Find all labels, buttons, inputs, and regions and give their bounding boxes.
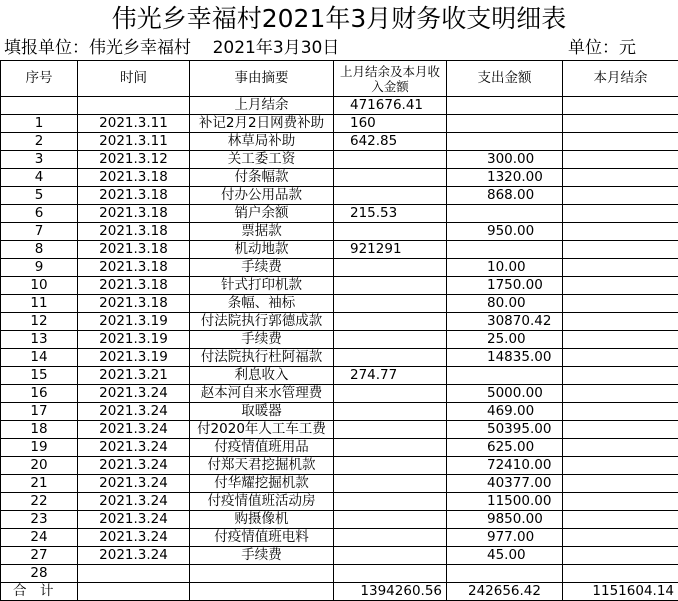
row-balance: [563, 475, 678, 493]
report-subheader: [0, 36, 678, 60]
row-desc: 手续费: [190, 331, 334, 349]
row-no: 22: [1, 493, 78, 511]
row-no: 19: [1, 439, 78, 457]
row-no: 15: [1, 367, 78, 385]
table-row: [1, 223, 678, 241]
row-desc: 关工委工资: [190, 151, 334, 169]
row-income: [334, 493, 447, 511]
row-income: [334, 259, 447, 277]
table-row: [1, 115, 678, 133]
row-desc: 付法院执行郭德成款: [190, 313, 334, 331]
table-row: [1, 295, 678, 313]
row-income: [334, 169, 447, 187]
row-desc: 购摄像机: [190, 511, 334, 529]
row-no: 7: [1, 223, 78, 241]
row-balance: [563, 385, 678, 403]
row-no: 4: [1, 169, 78, 187]
row-date: 2021.3.24: [78, 421, 190, 439]
row-desc: 付办公用品款: [190, 187, 334, 205]
row-expense: 625.00: [447, 439, 563, 457]
row-desc: 付疫情值班活动房: [190, 493, 334, 511]
row-income: [334, 313, 447, 331]
row-no: [1, 97, 78, 115]
report-title: 伟光乡幸福村2021年3月财务收支明细表: [0, 0, 678, 36]
row-income: 215.53: [334, 205, 447, 223]
row-desc: 手续费: [190, 259, 334, 277]
row-expense: 977.00: [447, 529, 563, 547]
table-row: [1, 493, 678, 511]
row-no: 12: [1, 313, 78, 331]
table-row: [1, 475, 678, 493]
row-desc: 针式打印机款: [190, 277, 334, 295]
row-balance: [563, 169, 678, 187]
row-no: 28: [1, 565, 78, 583]
row-expense: 300.00: [447, 151, 563, 169]
table-row: [1, 313, 678, 331]
row-date: 2021.3.19: [78, 313, 190, 331]
row-no: 10: [1, 277, 78, 295]
row-expense: 80.00: [447, 295, 563, 313]
row-date: 2021.3.24: [78, 511, 190, 529]
row-income: [334, 151, 447, 169]
table-row: [1, 385, 678, 403]
row-balance: [563, 151, 678, 169]
row-income: [334, 457, 447, 475]
row-income: [334, 565, 447, 583]
row-income: [334, 349, 447, 367]
total-desc-cell: [190, 583, 334, 601]
row-balance: [563, 115, 678, 133]
row-date: 2021.3.24: [78, 457, 190, 475]
filler-info: 填报单位：伟光乡幸福村 2021年3月30日: [4, 36, 339, 60]
table-row: [1, 133, 678, 151]
row-date: 2021.3.18: [78, 277, 190, 295]
row-no: 5: [1, 187, 78, 205]
table-row: [1, 169, 678, 187]
row-no: 23: [1, 511, 78, 529]
row-desc: 销户余额: [190, 205, 334, 223]
col-header-no: 序号: [1, 61, 78, 97]
row-desc: 条幅、袖标: [190, 295, 334, 313]
row-balance: [563, 295, 678, 313]
table-row: [1, 367, 678, 385]
row-date: 2021.3.19: [78, 349, 190, 367]
row-no: 17: [1, 403, 78, 421]
table-row: [1, 565, 678, 583]
table-row: [1, 187, 678, 205]
row-income: 160: [334, 115, 447, 133]
row-expense: 1750.00: [447, 277, 563, 295]
total-income: 1394260.56: [334, 583, 447, 601]
row-date: 2021.3.19: [78, 331, 190, 349]
row-expense: 40377.00: [447, 475, 563, 493]
col-header-desc: 事由摘要: [190, 61, 334, 97]
row-desc: [190, 565, 334, 583]
row-date: 2021.3.18: [78, 169, 190, 187]
row-expense: 5000.00: [447, 385, 563, 403]
table-row: [1, 277, 678, 295]
table-row: [1, 241, 678, 259]
row-balance: [563, 547, 678, 565]
row-balance: [563, 187, 678, 205]
row-balance: [563, 349, 678, 367]
row-balance: [563, 133, 678, 151]
total-expense: 242656.42: [447, 583, 563, 601]
row-desc: 付条幅款: [190, 169, 334, 187]
row-date: 2021.3.24: [78, 547, 190, 565]
table-row: [1, 97, 678, 115]
row-expense: [447, 115, 563, 133]
row-balance: [563, 565, 678, 583]
row-no: 11: [1, 295, 78, 313]
row-date: 2021.3.24: [78, 475, 190, 493]
table-row: [1, 421, 678, 439]
row-no: 24: [1, 529, 78, 547]
row-date: 2021.3.24: [78, 403, 190, 421]
table-row: [1, 205, 678, 223]
row-expense: 30870.42: [447, 313, 563, 331]
row-income: [334, 187, 447, 205]
row-date: 2021.3.18: [78, 187, 190, 205]
table-row: [1, 439, 678, 457]
row-no: 14: [1, 349, 78, 367]
row-date: [78, 565, 190, 583]
row-no: 6: [1, 205, 78, 223]
row-desc: 付2020年人工车工费: [190, 421, 334, 439]
header-row: [1, 61, 678, 97]
row-date: [78, 97, 190, 115]
col-header-date: 时间: [78, 61, 190, 97]
row-date: 2021.3.24: [78, 529, 190, 547]
row-no: 8: [1, 241, 78, 259]
row-balance: [563, 511, 678, 529]
row-expense: [447, 241, 563, 259]
row-expense: 9850.00: [447, 511, 563, 529]
row-balance: [563, 529, 678, 547]
row-income: [334, 475, 447, 493]
row-balance: [563, 367, 678, 385]
row-expense: 1320.00: [447, 169, 563, 187]
row-date: 2021.3.18: [78, 241, 190, 259]
row-no: 2: [1, 133, 78, 151]
table-row: [1, 547, 678, 565]
row-income: [334, 511, 447, 529]
row-desc: 手续费: [190, 547, 334, 565]
row-balance: [563, 205, 678, 223]
row-balance: [563, 97, 678, 115]
total-label: 合 计: [1, 583, 78, 601]
row-no: 21: [1, 475, 78, 493]
table-row: [1, 511, 678, 529]
row-expense: 50395.00: [447, 421, 563, 439]
row-date: 2021.3.24: [78, 439, 190, 457]
row-no: 27: [1, 547, 78, 565]
row-balance: [563, 241, 678, 259]
row-desc: 取暖器: [190, 403, 334, 421]
total-row: [1, 583, 678, 601]
ledger-body: [1, 97, 678, 583]
row-balance: [563, 493, 678, 511]
row-income: 921291: [334, 241, 447, 259]
table-row: [1, 331, 678, 349]
row-date: 2021.3.11: [78, 133, 190, 151]
row-balance: [563, 259, 678, 277]
row-desc: 付法院执行杜阿福款: [190, 349, 334, 367]
row-desc: 机动地款: [190, 241, 334, 259]
row-expense: [447, 367, 563, 385]
row-date: 2021.3.18: [78, 205, 190, 223]
table-row: [1, 457, 678, 475]
row-expense: 469.00: [447, 403, 563, 421]
col-header-balance: 本月结余: [563, 61, 678, 97]
row-no: 20: [1, 457, 78, 475]
row-date: 2021.3.18: [78, 223, 190, 241]
row-expense: 950.00: [447, 223, 563, 241]
row-expense: 14835.00: [447, 349, 563, 367]
row-date: 2021.3.21: [78, 367, 190, 385]
row-balance: [563, 331, 678, 349]
row-income: [334, 547, 447, 565]
row-expense: 868.00: [447, 187, 563, 205]
row-date: 2021.3.18: [78, 295, 190, 313]
row-balance: [563, 421, 678, 439]
row-desc: 票据款: [190, 223, 334, 241]
row-date: 2021.3.12: [78, 151, 190, 169]
row-expense: 72410.00: [447, 457, 563, 475]
row-expense: 25.00: [447, 331, 563, 349]
row-no: 3: [1, 151, 78, 169]
table-row: [1, 259, 678, 277]
row-expense: 45.00: [447, 547, 563, 565]
row-balance: [563, 439, 678, 457]
row-income: [334, 223, 447, 241]
row-date: 2021.3.18: [78, 259, 190, 277]
table-row: [1, 403, 678, 421]
table-row: [1, 151, 678, 169]
row-desc: 付疫情值班用品: [190, 439, 334, 457]
row-balance: [563, 457, 678, 475]
row-expense: [447, 133, 563, 151]
col-header-income: 上月结余及本月收入金额: [334, 61, 447, 97]
row-expense: [447, 97, 563, 115]
table-row: [1, 349, 678, 367]
row-balance: [563, 277, 678, 295]
row-desc: 付疫情值班电料: [190, 529, 334, 547]
row-no: 16: [1, 385, 78, 403]
table-row: [1, 529, 678, 547]
row-expense: [447, 565, 563, 583]
row-desc: 林草局补助: [190, 133, 334, 151]
row-desc: 赵本河自来水管理费: [190, 385, 334, 403]
row-income: [334, 277, 447, 295]
total-balance: 1151604.14: [563, 583, 678, 601]
row-income: 274.77: [334, 367, 447, 385]
row-income: [334, 529, 447, 547]
row-no: 13: [1, 331, 78, 349]
row-date: 2021.3.24: [78, 493, 190, 511]
ledger-table: [0, 60, 678, 601]
row-balance: [563, 223, 678, 241]
row-date: 2021.3.11: [78, 115, 190, 133]
col-header-expense: 支出金额: [447, 61, 563, 97]
currency-unit: 单位：元: [568, 36, 636, 60]
row-income: [334, 385, 447, 403]
row-expense: 10.00: [447, 259, 563, 277]
total-date-cell: [78, 583, 190, 601]
row-no: 1: [1, 115, 78, 133]
row-balance: [563, 313, 678, 331]
row-desc: 付郑天君挖掘机款: [190, 457, 334, 475]
row-income: [334, 439, 447, 457]
row-income: [334, 403, 447, 421]
row-income: [334, 331, 447, 349]
row-desc: 利息收入: [190, 367, 334, 385]
row-desc: 补记2月2日网费补助: [190, 115, 334, 133]
row-no: 9: [1, 259, 78, 277]
row-income: [334, 295, 447, 313]
row-income: 642.85: [334, 133, 447, 151]
row-expense: 11500.00: [447, 493, 563, 511]
row-income: [334, 421, 447, 439]
row-income: 471676.41: [334, 97, 447, 115]
row-no: 18: [1, 421, 78, 439]
row-date: 2021.3.24: [78, 385, 190, 403]
row-desc: 付华耀挖掘机款: [190, 475, 334, 493]
row-expense: [447, 205, 563, 223]
row-desc: 上月结余: [190, 97, 334, 115]
row-balance: [563, 403, 678, 421]
